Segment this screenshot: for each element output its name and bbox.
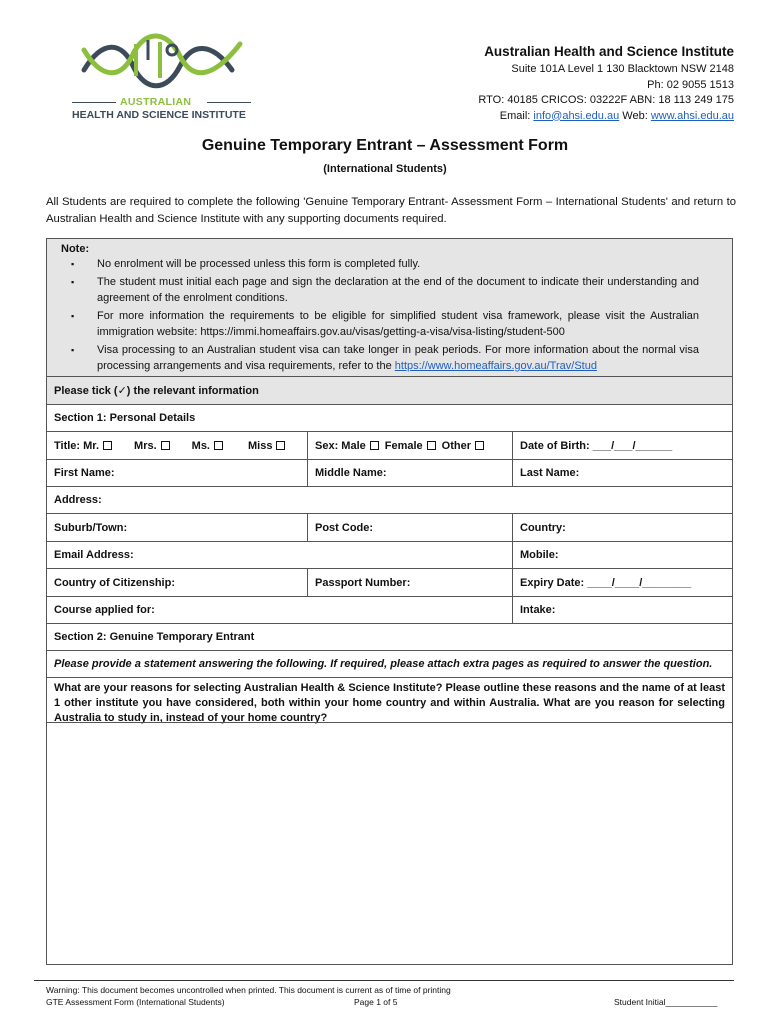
institute-address: Suite 101A Level 1 130 Blacktown NSW 2148 bbox=[511, 63, 734, 75]
post-code-field[interactable]: Post Code: bbox=[307, 514, 512, 541]
sex-other-label: Other bbox=[441, 439, 472, 452]
title-ms-label: Ms. bbox=[191, 439, 210, 452]
statement-instruction: Please provide a statement answering the following. If required, please attach extra pages as required to answer the question. bbox=[54, 658, 713, 670]
institute-registration: RTO: 40185 CRICOS: 03222F ABN: 18 113 249 175 bbox=[478, 94, 734, 106]
homeaffairs-link[interactable]: https://www.homeaffairs.gov.au/Trav/Stud bbox=[394, 360, 597, 372]
first-name-field[interactable]: First Name: bbox=[54, 467, 115, 479]
note-item: ▪ For more information the requirements to be eligible for simplified student visa framework, please visit the Australian immigration website: https://immi.homeaffairs.gov.au/visas/getting-a-visa/visa-listing/student-500 bbox=[67, 308, 699, 341]
female-checkbox[interactable] bbox=[427, 441, 436, 450]
name-row bbox=[46, 459, 733, 486]
address-row bbox=[46, 486, 733, 513]
note-label: Note: bbox=[61, 243, 90, 255]
footer-divider bbox=[34, 980, 734, 981]
intake-field[interactable]: Intake: bbox=[512, 597, 732, 623]
question-row bbox=[46, 677, 733, 722]
note-item: ▪ The student must initial each page and sign the declaration at the end of the document to indicate their understanding and agreement of the enrolment conditions. bbox=[67, 274, 699, 307]
form-title: Genuine Temporary Entrant – Assessment Form bbox=[201, 137, 569, 154]
question-text: What are your reasons for selecting Australian Health & Science Institute? Please outline these reasons and the name of at least 1 other institute you have considered, both within your home country and within Australia. What are you reason for selecting Australia to study in, instead of your home country? bbox=[54, 682, 725, 724]
form-subtitle: (International Students) bbox=[323, 163, 447, 175]
email-label: Email: bbox=[499, 109, 531, 122]
institute-name: Australian Health and Science Institute bbox=[484, 44, 734, 59]
note-box bbox=[46, 238, 733, 376]
title-mr-label: Title: Mr. bbox=[54, 439, 100, 452]
email-row bbox=[46, 541, 733, 568]
mr-checkbox[interactable] bbox=[103, 441, 112, 450]
institute-contact bbox=[500, 109, 734, 125]
note-list bbox=[67, 256, 699, 376]
male-checkbox[interactable] bbox=[370, 441, 379, 450]
mrs-checkbox[interactable] bbox=[161, 441, 170, 450]
web-label: Web: bbox=[622, 109, 648, 122]
footer-doc-name: GTE Assessment Form (International Students) bbox=[46, 997, 225, 1007]
email-field[interactable]: Email Address: bbox=[54, 549, 134, 561]
citizenship-field[interactable]: Country of Citizenship: bbox=[54, 576, 175, 589]
logo-line1: AUSTRALIAN bbox=[120, 96, 192, 108]
sex-male-label: Sex: Male bbox=[315, 439, 366, 452]
section1-title: Section 1: Personal Details bbox=[54, 412, 196, 424]
tick-instruction: Please tick (✓) the relevant information bbox=[54, 385, 259, 397]
passport-field[interactable]: Passport Number: bbox=[307, 569, 512, 596]
course-row bbox=[46, 596, 733, 623]
institute-phone: Ph: 02 9055 1513 bbox=[647, 78, 734, 91]
statement-row bbox=[46, 650, 733, 677]
course-field[interactable]: Course applied for: bbox=[54, 604, 155, 616]
ms-checkbox[interactable] bbox=[214, 441, 223, 450]
note-item: ▪ No enrolment will be processed unless this form is completed fully. bbox=[67, 256, 699, 273]
dob-field[interactable]: Date of Birth: ___/___/______ bbox=[512, 432, 732, 459]
student-initial-field[interactable]: Student Initial___________ bbox=[614, 997, 718, 1007]
dna-logo-icon bbox=[72, 30, 257, 96]
ahsi-logo bbox=[72, 30, 257, 125]
title-mrs-label: Mrs. bbox=[134, 439, 157, 452]
suburb-row bbox=[46, 513, 733, 541]
tick-row bbox=[46, 376, 733, 404]
title-miss-label: Miss bbox=[248, 439, 273, 452]
web-link[interactable]: www.ahsi.edu.au bbox=[650, 109, 734, 122]
last-name-field[interactable]: Last Name: bbox=[512, 460, 732, 486]
title-row bbox=[46, 431, 733, 459]
citizenship-row bbox=[46, 568, 733, 596]
section2-header bbox=[46, 623, 733, 650]
miss-checkbox[interactable] bbox=[276, 441, 285, 450]
address-field[interactable]: Address: bbox=[54, 494, 102, 506]
sex-female-label: Female bbox=[384, 439, 423, 452]
email-link[interactable]: info@ahsi.edu.au bbox=[533, 109, 620, 122]
middle-name-field[interactable]: Middle Name: bbox=[307, 460, 512, 486]
mobile-field[interactable]: Mobile: bbox=[512, 542, 732, 568]
expiry-field[interactable]: Expiry Date: ____/____/________ bbox=[512, 569, 732, 596]
section1-header bbox=[46, 404, 733, 431]
note-item: ▪ Visa processing to an Australian student visa can take longer in peak periods. For more information about the normal visa processing arrangements and visa requirements, refer to the https://www.homeaffairs.gov.au/Trav/Stud bbox=[67, 342, 699, 375]
country-field[interactable]: Country: bbox=[512, 514, 732, 541]
footer-warning: Warning: This document becomes uncontrolled when printed. This document is current as of time of printing bbox=[46, 985, 451, 995]
section2-title: Section 2: Genuine Temporary Entrant bbox=[54, 631, 255, 643]
intro-text: All Students are required to complete the following 'Genuine Temporary Entrant- Assessment Form – International Students' and return to Australian Health and Science Institute with any supporting documents required. bbox=[46, 196, 736, 225]
suburb-field[interactable]: Suburb/Town: bbox=[54, 521, 128, 534]
logo-line2: HEALTH AND SCIENCE INSTITUTE bbox=[72, 109, 246, 121]
footer-page: Page 1 of 5 bbox=[354, 997, 398, 1007]
answer-box[interactable] bbox=[46, 722, 733, 965]
other-checkbox[interactable] bbox=[475, 441, 484, 450]
